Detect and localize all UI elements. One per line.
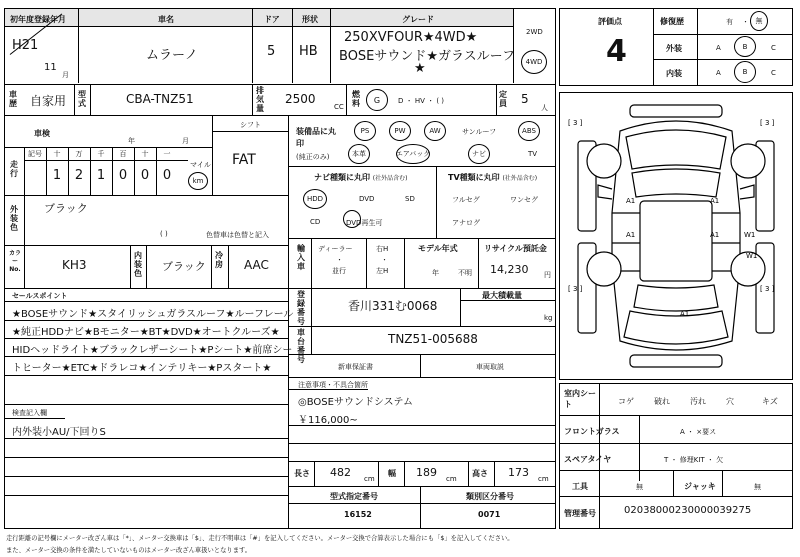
import-dot: ・ (336, 256, 343, 264)
left-hand: 左H (376, 267, 389, 275)
divider (5, 338, 288, 339)
divider (311, 288, 312, 326)
registration-label: 登録番号 (297, 290, 305, 326)
divider (5, 495, 288, 496)
color-no: KH3 (62, 258, 87, 272)
footer-line2: また、メーター交換の条件を満たしていないものはメーター改ざん車扱いとなります。 (6, 547, 252, 554)
repair-dot: ・ (742, 18, 749, 26)
divider (366, 238, 367, 288)
tools-value: 無 (636, 483, 643, 491)
model-code: CBA-TNZ51 (126, 92, 194, 106)
shift-label: シフト (240, 121, 261, 129)
width-unit: cm (446, 475, 457, 483)
divider (559, 415, 793, 416)
svg-text:W1: W1 (746, 252, 758, 260)
shift-value: FAT (232, 152, 256, 168)
sales-line: トヒーター★ETC★ドラレコ★インテリキー★Pスタート★ (12, 363, 272, 374)
divider (212, 131, 288, 132)
divider (5, 375, 288, 376)
color-no-label: カラーNo. (8, 250, 21, 273)
grade-label: グレード (402, 15, 434, 24)
sales-point-label: セールスポイント (12, 292, 68, 300)
divider (146, 245, 147, 288)
fuel-label: 燃料 (352, 90, 360, 108)
repair-no: 無 (755, 17, 763, 25)
ext-c: C (771, 44, 776, 52)
insp-month: 月 (182, 137, 189, 145)
navi-type-sub: (社外品含む) (372, 175, 408, 182)
yen-unit: 円 (544, 271, 551, 279)
divider (288, 461, 555, 462)
class-no: 0071 (478, 510, 501, 519)
disp-label: 排気量 (256, 86, 264, 113)
exterior-grade-label: 外装 (666, 44, 682, 53)
equip2-3: TV (528, 150, 538, 158)
equipment-label: 装備品に丸印 (296, 127, 336, 148)
interior-color: ブラック (162, 260, 206, 273)
km-label: km (192, 177, 204, 185)
class-no-label: 類別区分番号 (466, 492, 514, 501)
divider (288, 486, 555, 487)
score-value: 4 (606, 34, 627, 69)
svg-text:A1: A1 (626, 197, 636, 205)
ac-label: 冷房 (215, 251, 223, 269)
sheet-option: 破れ (654, 397, 670, 406)
divider (5, 476, 288, 477)
navi-hdd-circle (303, 189, 327, 209)
divider (314, 461, 315, 486)
length-value: 482 (330, 466, 351, 479)
divider (496, 84, 497, 115)
exterior-paren: ( ) (160, 230, 168, 238)
digit-header: 十 (53, 150, 61, 158)
body-shape: HB (299, 44, 318, 59)
divider (212, 115, 213, 195)
mileage-label: 走行 (10, 160, 18, 178)
divider (436, 166, 437, 238)
tv-type-sub: (社外品含む) (502, 175, 538, 182)
mile-label: マイル (190, 161, 211, 169)
capacity: 5 (521, 92, 529, 106)
height-unit: cm (538, 475, 549, 483)
digit-header: 記号 (28, 150, 42, 158)
car-name: ムラーノ (146, 48, 198, 63)
divider (311, 238, 312, 288)
month-unit: 月 (62, 71, 69, 79)
ext-b: B (742, 42, 748, 51)
navi-cd: CD (310, 218, 321, 226)
divider (5, 438, 288, 439)
equip-4: ABS (518, 121, 540, 141)
svg-text:A1: A1 (710, 197, 720, 205)
divider (478, 238, 479, 288)
divider (292, 9, 293, 83)
displacement: 2500 (285, 92, 316, 106)
divider (330, 9, 331, 83)
chassis-number: TNZ51-005688 (388, 332, 478, 346)
digit-header: 一 (163, 150, 171, 158)
sales-line: ★純正HDDナビ★Bモニター★BT★DVD★オートクルーズ★ (12, 327, 280, 338)
fuel-gasoline-circle (366, 89, 388, 111)
kg-unit: kg (544, 314, 553, 322)
divider (460, 288, 461, 326)
tv-fullseg: フルセグ (452, 196, 480, 204)
score-label: 評価点 (598, 17, 622, 26)
equip-3: サンルーフ (462, 128, 497, 136)
digit-header: 万 (75, 150, 83, 158)
divider (722, 470, 723, 496)
divider (559, 496, 793, 497)
equip2-2: ナビ (468, 144, 490, 164)
sheet-option: キズ (762, 397, 778, 406)
divider (288, 354, 555, 355)
chassis-label: 車台番号 (297, 328, 305, 364)
length-label: 長さ (294, 469, 310, 478)
type-no-label: 型式指定番号 (330, 492, 378, 501)
divider (228, 245, 229, 288)
manual-label: 車両取説 (476, 363, 504, 371)
divider (24, 160, 188, 161)
digit-header: 百 (119, 150, 127, 158)
divider (288, 238, 555, 239)
divider (288, 115, 289, 288)
notes-label: 注意事項・不具合箇所 (298, 381, 368, 389)
mileage-digit: 1 (52, 167, 62, 183)
divider (5, 320, 288, 321)
divider (288, 288, 289, 529)
insp-year: 年 (128, 137, 135, 145)
repair-yes: 有 (726, 18, 733, 26)
sheet-option: 汚れ (690, 397, 706, 406)
divider (211, 245, 212, 288)
navi-sd: SD (405, 195, 415, 203)
tv-type-label (448, 172, 537, 183)
divider (673, 470, 674, 496)
equip-2: AW (424, 121, 446, 141)
model-year-unit: 年 (432, 269, 439, 277)
equip-1: PW (389, 121, 411, 141)
car-diagram (560, 93, 792, 379)
import-parallel: 並行 (332, 267, 346, 275)
divider (559, 443, 793, 444)
first-reg-label: 初年度登録年月 (10, 15, 66, 24)
divider (5, 84, 555, 85)
divider (404, 461, 405, 486)
exterior-color: ブラック (44, 202, 88, 215)
svg-text:A1: A1 (626, 231, 636, 239)
sales-line: ★BOSEサウンド★スタイリッシュガラスルーフ★ルーフレール (12, 309, 294, 320)
jack-value: 無 (754, 483, 761, 491)
divider (5, 195, 288, 196)
divider (24, 195, 25, 245)
divider (90, 84, 91, 115)
length-unit: cm (364, 475, 375, 483)
registration-number: 香川331む0068 (348, 299, 438, 313)
divider (288, 377, 555, 378)
footer-line1: 走行距離の記号欄にメーター改ざん車は「*」、メーター交換車は「$」、走行不明車は「#」を記入してください。メーター交換で合算表示した場合にも「$」を記入してください。 (6, 535, 514, 542)
divider (5, 115, 555, 116)
fuel-options: D ・ HV ・ ( ) (398, 97, 445, 105)
windshield-value: A ・ ×要ス (680, 428, 717, 436)
model-year-unknown: 不明 (458, 269, 472, 277)
divider (74, 84, 75, 115)
divider (653, 59, 793, 60)
import-dealer: ディーラー (318, 245, 353, 253)
divider (252, 9, 253, 83)
divider (420, 486, 421, 529)
divider (559, 470, 793, 471)
svg-text:[ 3 ]: [ 3 ] (760, 285, 775, 293)
navi-dvd: DVD (359, 195, 375, 203)
grade-line2: BOSEサウンド★ガラスルーフ (339, 49, 516, 64)
divider (346, 84, 347, 115)
mileage-digit: 2 (74, 167, 84, 183)
tv-analog: アナログ (452, 219, 480, 227)
equip-0: PS (354, 121, 376, 141)
digit-header: 千 (97, 150, 105, 158)
int-a: A (716, 69, 721, 77)
hand-dot: ・ (381, 256, 388, 264)
model-label: 型式 (78, 90, 86, 108)
divider (288, 443, 555, 444)
warranty-label: 新車保証書 (338, 363, 373, 371)
divider (288, 425, 555, 426)
km-circle (188, 172, 208, 190)
import-label: 輸入車 (297, 244, 305, 271)
navi-hdd: HDD (306, 195, 324, 203)
divider (288, 326, 555, 327)
divider (460, 300, 555, 301)
person-unit: 人 (541, 104, 548, 112)
notes-line2: ￥116,000~ (298, 415, 358, 426)
tv-oneseg: ワンセグ (510, 196, 538, 204)
kind-label: 車歴 (9, 90, 17, 108)
width-value: 189 (416, 466, 437, 479)
navi-type-text: ナビ種類に丸印 (314, 173, 370, 182)
fourwd-circle (521, 50, 547, 74)
divider (639, 415, 640, 481)
inspector-label: 検査記入欄 (12, 409, 47, 417)
divider (288, 503, 555, 504)
divider (494, 461, 495, 486)
svg-text:A1: A1 (710, 231, 720, 239)
navi-type-label (314, 172, 407, 183)
recycle-label: リサイクル預託金 (484, 244, 547, 253)
int-c: C (771, 69, 776, 77)
sheet-option: コゲ (618, 397, 634, 406)
recycle-amount: 14,230 (490, 263, 529, 276)
divider (130, 245, 131, 288)
repair-label: 修復歴 (660, 17, 684, 26)
divider (78, 9, 79, 83)
divider (653, 8, 654, 86)
max-load-label: 最大積載量 (482, 291, 522, 300)
tv-type-text: TV種類に丸印 (448, 173, 500, 182)
divider (5, 418, 65, 419)
tools-label: 工具 (572, 482, 588, 491)
divider (288, 389, 368, 390)
navi-dvd-play-circle (343, 210, 361, 228)
svg-text:[ 3 ]: [ 3 ] (568, 119, 583, 127)
divider (5, 301, 288, 302)
model-year-label: モデル年式 (418, 244, 458, 253)
right-hand: 右H (376, 245, 389, 253)
divider (420, 354, 421, 377)
windshield-label: フロントガラス (564, 427, 620, 436)
sales-line: HIDヘッドライト★ブラックレザーシート★Pシート★前席シー (12, 345, 293, 356)
ext-a: A (716, 44, 721, 52)
ext-b-circle (734, 36, 756, 57)
main-form (4, 8, 556, 529)
divider (288, 166, 555, 167)
era-year: H21 (12, 38, 39, 53)
divider (378, 461, 379, 486)
interior-sheet-label: 室内シート (564, 389, 596, 409)
divider (252, 84, 253, 115)
equipment-sub: (純正のみ) (296, 153, 330, 161)
divider (468, 461, 469, 486)
height-label: 高さ (472, 469, 488, 478)
navi-dvd-play: DVD再生可 (346, 219, 383, 227)
mgmt-label: 管理番号 (564, 509, 596, 518)
car-name-label: 車名 (158, 15, 174, 24)
interior-grade-label: 内装 (666, 69, 682, 78)
divider (311, 326, 312, 354)
svg-text:A1: A1 (680, 310, 690, 318)
int-b: B (742, 68, 748, 76)
grade-line1: 250XVFOUR★4WD★ (344, 30, 478, 45)
reg-month: 11 (44, 62, 57, 73)
header-row (5, 9, 513, 27)
capacity-label: 定員 (499, 90, 507, 108)
inspector-text: 内外装小AU/下回りS (12, 427, 106, 438)
fourwd-label: 4WD (525, 58, 543, 66)
int-b-circle (734, 61, 756, 83)
svg-text:W1: W1 (744, 231, 756, 239)
sheet-option: 穴 (726, 397, 734, 406)
interior-color-label: 内装色 (134, 251, 142, 278)
divider (5, 404, 288, 405)
svg-text:[ 3 ]: [ 3 ] (760, 119, 775, 127)
divider (404, 238, 405, 288)
repair-no-circle (750, 11, 768, 31)
door-count: 5 (267, 44, 276, 59)
ac-value: AAC (244, 258, 269, 272)
fuel-g: G (373, 95, 381, 105)
equip2-1: エアバック (396, 144, 430, 164)
divider (5, 356, 288, 357)
equip2-0: 本革 (348, 144, 370, 164)
vehicle-kind: 自家用 (30, 94, 67, 108)
cc-unit: CC (334, 103, 344, 111)
width-label: 幅 (388, 469, 396, 478)
spare-tire-value: T ・ 修理KIT ・ 欠 (664, 456, 724, 464)
grade-line3: ★ (414, 61, 426, 76)
height-value: 173 (508, 466, 529, 479)
mileage-digit: 1 (96, 167, 106, 183)
twowd-label: 2WD (526, 28, 543, 36)
jack-label: ジャッキ (684, 482, 716, 491)
exterior-label: 外装色 (10, 205, 18, 232)
svg-text:[ 3 ]: [ 3 ] (568, 285, 583, 293)
divider (5, 288, 555, 289)
shape-label: 形状 (302, 15, 318, 24)
type-no: 16152 (344, 510, 372, 519)
mgmt-number: 02038000230000039275 (624, 505, 752, 516)
exterior-note: 色替車は色替と記入 (206, 231, 269, 239)
mileage-digit: 0 (140, 167, 150, 183)
door-label: ドア (264, 15, 280, 24)
inspection-label: 車検 (34, 129, 50, 138)
mileage-digit: 0 (118, 167, 128, 183)
digit-header: 十 (141, 150, 149, 158)
mileage-digit: 0 (162, 167, 172, 183)
spare-tire-label: スペアタイヤ (564, 455, 612, 464)
notes-line1: ◎BOSEサウンドシステム (298, 397, 413, 408)
divider (697, 8, 698, 86)
divider (24, 245, 25, 288)
divider (653, 34, 793, 35)
divider (5, 457, 288, 458)
